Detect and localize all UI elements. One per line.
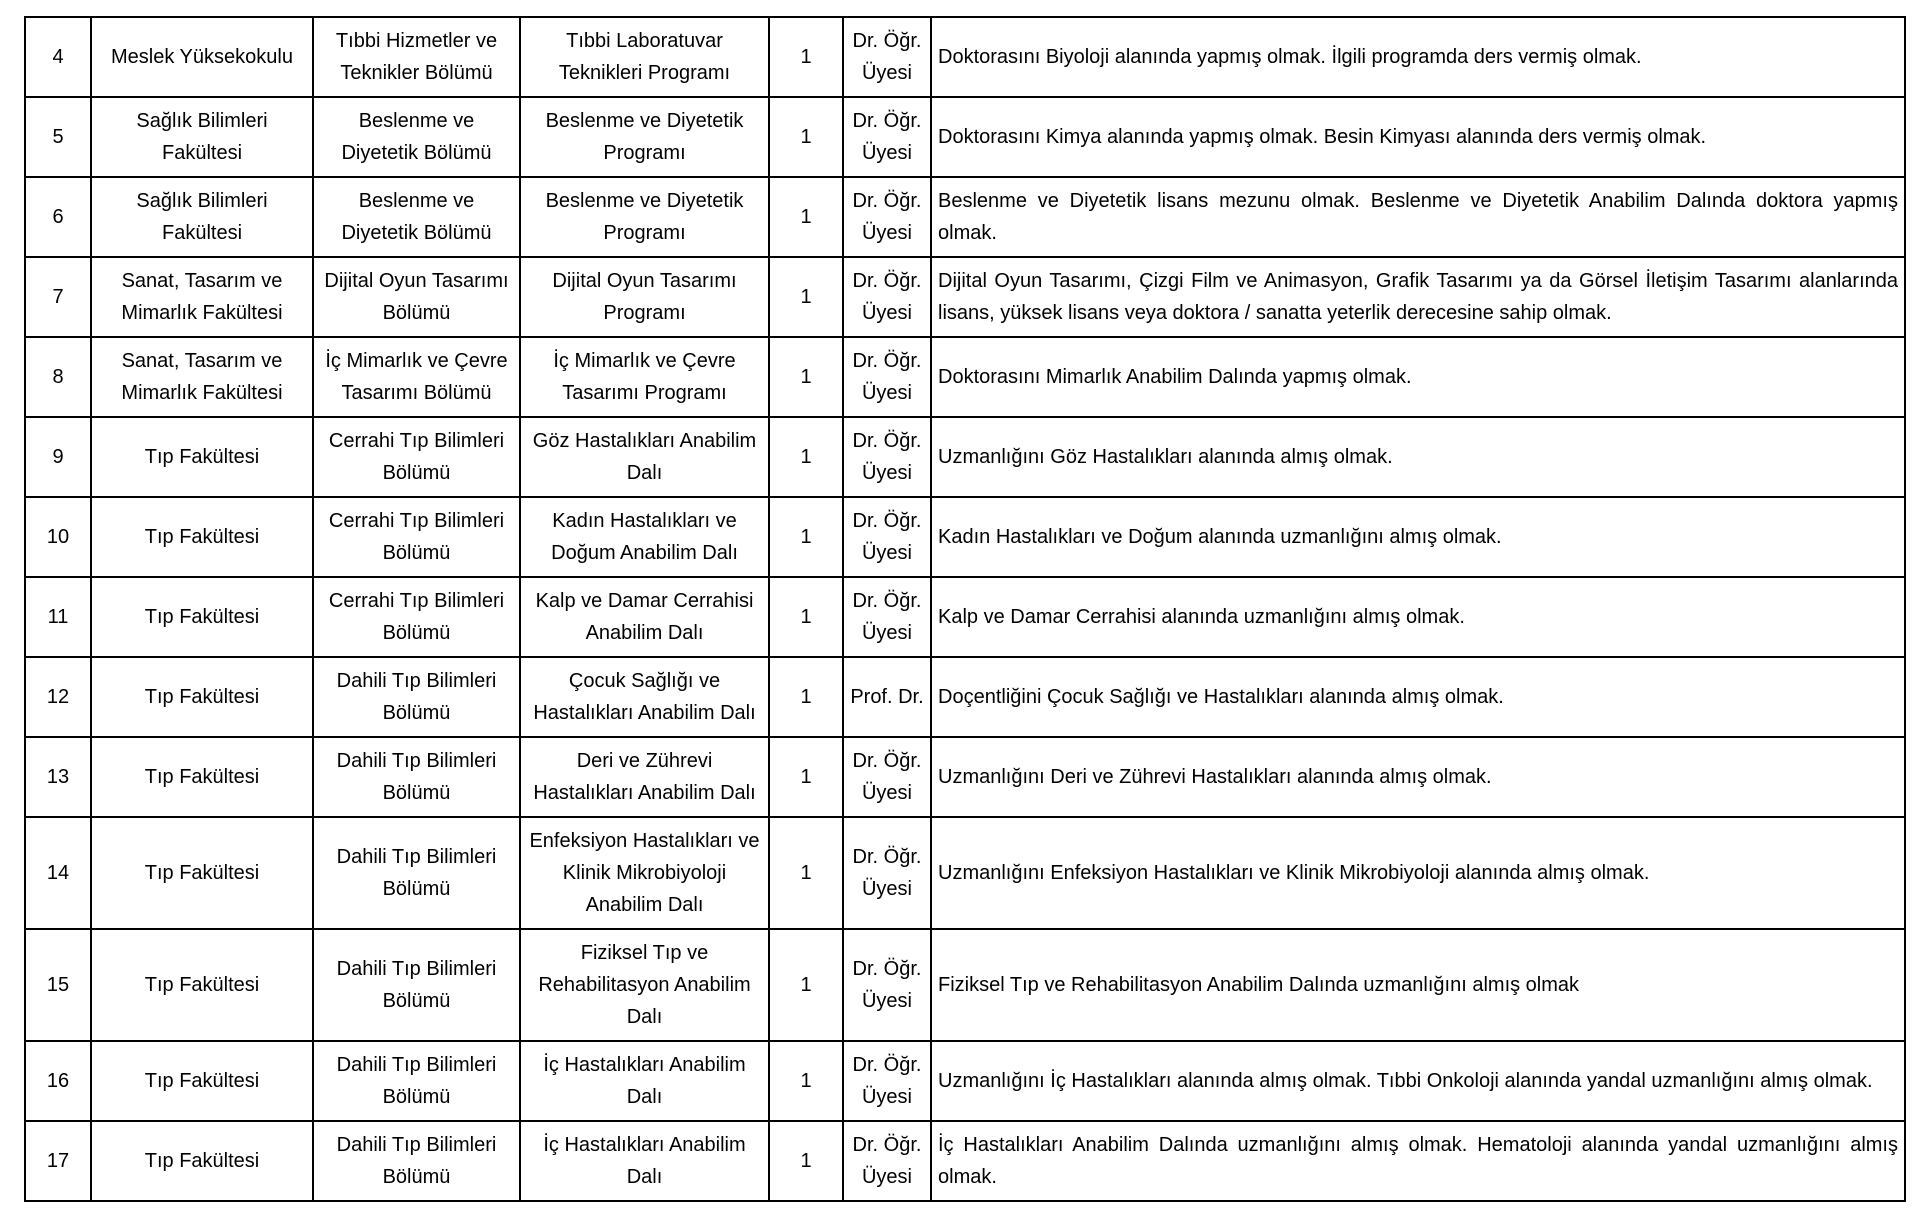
requirement-cell: Kadın Hastalıkları ve Doğum alanında uzmanlığını almış olmak. [931,497,1905,577]
faculty-cell: Tıp Fakültesi [91,497,313,577]
quota-cell: 1 [769,737,843,817]
requirement-cell: Doçentliğini Çocuk Sağlığı ve Hastalıkları alanında almış olmak. [931,657,1905,737]
program-cell: İç Hastalıkları Anabilim Dalı [520,1121,769,1201]
faculty-cell: Tıp Fakültesi [91,1121,313,1201]
row-number-cell: 11 [25,577,91,657]
row-number-cell: 6 [25,177,91,257]
title-cell: Dr. Öğr. Üyesi [843,1041,931,1121]
title-cell: Dr. Öğr. Üyesi [843,177,931,257]
faculty-cell: Tıp Fakültesi [91,657,313,737]
program-cell: İç Mimarlık ve Çevre Tasarımı Programı [520,337,769,417]
quota-cell: 1 [769,929,843,1041]
table-row [25,97,1905,177]
faculty-cell: Tıp Fakültesi [91,417,313,497]
program-cell: Enfeksiyon Hastalıkları ve Klinik Mikrobiyoloji Anabilim Dalı [520,817,769,929]
title-cell: Dr. Öğr. Üyesi [843,1121,931,1201]
table-row [25,1041,1905,1121]
title-cell: Dr. Öğr. Üyesi [843,929,931,1041]
title-cell: Dr. Öğr. Üyesi [843,257,931,337]
program-cell: Kalp ve Damar Cerrahisi Anabilim Dalı [520,577,769,657]
table-row [25,257,1905,337]
faculty-cell: Meslek Yüksekokulu [91,17,313,97]
quota-cell: 1 [769,817,843,929]
row-number-cell: 4 [25,17,91,97]
requirement-cell: Uzmanlığını Deri ve Zührevi Hastalıkları alanında almış olmak. [931,737,1905,817]
requirement-cell: Dijital Oyun Tasarımı, Çizgi Film ve Animasyon, Grafik Tasarımı ya da Görsel İletişim Tasarımı alanlarında lisans, yüksek lisans veya doktora / sanatta yeterlik derecesine sahip olmak. [931,257,1905,337]
faculty-cell: Sanat, Tasarım ve Mimarlık Fakültesi [91,257,313,337]
program-cell: Çocuk Sağlığı ve Hastalıkları Anabilim Dalı [520,657,769,737]
requirement-cell: Doktorasını Biyoloji alanında yapmış olmak. İlgili programda ders vermiş olmak. [931,17,1905,97]
quota-cell: 1 [769,17,843,97]
program-cell: Kadın Hastalıkları ve Doğum Anabilim Dalı [520,497,769,577]
quota-cell: 1 [769,177,843,257]
requirement-cell: Doktorasını Mimarlık Anabilim Dalında yapmış olmak. [931,337,1905,417]
title-cell: Dr. Öğr. Üyesi [843,97,931,177]
requirement-cell: Uzmanlığını Enfeksiyon Hastalıkları ve Klinik Mikrobiyoloji alanında almış olmak. [931,817,1905,929]
faculty-cell: Sanat, Tasarım ve Mimarlık Fakültesi [91,337,313,417]
table-row [25,17,1905,97]
faculty-cell: Tıp Fakültesi [91,1041,313,1121]
requirement-cell: İç Hastalıkları Anabilim Dalında uzmanlığını almış olmak. Hematoloji alanında yandal uzmanlığını almış olmak. [931,1121,1905,1201]
table-row [25,929,1905,1041]
department-cell: Dahili Tıp Bilimleri Bölümü [313,737,520,817]
faculty-cell: Tıp Fakültesi [91,817,313,929]
department-cell: Dahili Tıp Bilimleri Bölümü [313,1041,520,1121]
department-cell: Cerrahi Tıp Bilimleri Bölümü [313,497,520,577]
requirement-cell: Uzmanlığını Göz Hastalıkları alanında almış olmak. [931,417,1905,497]
quota-cell: 1 [769,497,843,577]
table-row [25,497,1905,577]
title-cell: Dr. Öğr. Üyesi [843,337,931,417]
row-number-cell: 8 [25,337,91,417]
faculty-cell: Sağlık Bilimleri Fakültesi [91,177,313,257]
department-cell: Dahili Tıp Bilimleri Bölümü [313,1121,520,1201]
program-cell: İç Hastalıkları Anabilim Dalı [520,1041,769,1121]
department-cell: Beslenme ve Diyetetik Bölümü [313,97,520,177]
row-number-cell: 13 [25,737,91,817]
department-cell: Dijital Oyun Tasarımı Bölümü [313,257,520,337]
quota-cell: 1 [769,1121,843,1201]
row-number-cell: 5 [25,97,91,177]
program-cell: Deri ve Zührevi Hastalıkları Anabilim Dalı [520,737,769,817]
faculty-cell: Sağlık Bilimleri Fakültesi [91,97,313,177]
program-cell: Fiziksel Tıp ve Rehabilitasyon Anabilim Dalı [520,929,769,1041]
program-cell: Göz Hastalıkları Anabilim Dalı [520,417,769,497]
program-cell: Beslenme ve Diyetetik Programı [520,97,769,177]
table-row [25,337,1905,417]
quota-cell: 1 [769,577,843,657]
table-row [25,657,1905,737]
department-cell: Tıbbi Hizmetler ve Teknikler Bölümü [313,17,520,97]
department-cell: Beslenme ve Diyetetik Bölümü [313,177,520,257]
row-number-cell: 16 [25,1041,91,1121]
department-cell: İç Mimarlık ve Çevre Tasarımı Bölümü [313,337,520,417]
quota-cell: 1 [769,657,843,737]
requirement-cell: Beslenme ve Diyetetik lisans mezunu olmak. Beslenme ve Diyetetik Anabilim Dalında doktora yapmış olmak. [931,177,1905,257]
row-number-cell: 15 [25,929,91,1041]
table-row [25,1121,1905,1201]
program-cell: Beslenme ve Diyetetik Programı [520,177,769,257]
academic-vacancy-table [24,16,1906,1202]
program-cell: Dijital Oyun Tasarımı Programı [520,257,769,337]
title-cell: Dr. Öğr. Üyesi [843,17,931,97]
row-number-cell: 14 [25,817,91,929]
table-row [25,417,1905,497]
requirement-cell: Kalp ve Damar Cerrahisi alanında uzmanlığını almış olmak. [931,577,1905,657]
title-cell: Dr. Öğr. Üyesi [843,417,931,497]
quota-cell: 1 [769,417,843,497]
quota-cell: 1 [769,97,843,177]
row-number-cell: 10 [25,497,91,577]
requirement-cell: Uzmanlığını İç Hastalıkları alanında almış olmak. Tıbbi Onkoloji alanında yandal uzmanlığını almış olmak. [931,1041,1905,1121]
faculty-cell: Tıp Fakültesi [91,929,313,1041]
program-cell: Tıbbi Laboratuvar Teknikleri Programı [520,17,769,97]
title-cell: Prof. Dr. [843,657,931,737]
department-cell: Cerrahi Tıp Bilimleri Bölümü [313,417,520,497]
table-row [25,817,1905,929]
quota-cell: 1 [769,337,843,417]
title-cell: Dr. Öğr. Üyesi [843,577,931,657]
quota-cell: 1 [769,257,843,337]
row-number-cell: 7 [25,257,91,337]
department-cell: Dahili Tıp Bilimleri Bölümü [313,817,520,929]
department-cell: Dahili Tıp Bilimleri Bölümü [313,929,520,1041]
table-body [25,17,1905,1201]
title-cell: Dr. Öğr. Üyesi [843,817,931,929]
title-cell: Dr. Öğr. Üyesi [843,737,931,817]
table-row [25,737,1905,817]
row-number-cell: 12 [25,657,91,737]
requirement-cell: Doktorasını Kimya alanında yapmış olmak. Besin Kimyası alanında ders vermiş olmak. [931,97,1905,177]
title-cell: Dr. Öğr. Üyesi [843,497,931,577]
faculty-cell: Tıp Fakültesi [91,737,313,817]
row-number-cell: 9 [25,417,91,497]
department-cell: Cerrahi Tıp Bilimleri Bölümü [313,577,520,657]
requirement-cell: Fiziksel Tıp ve Rehabilitasyon Anabilim Dalında uzmanlığını almış olmak [931,929,1905,1041]
faculty-cell: Tıp Fakültesi [91,577,313,657]
table-row [25,177,1905,257]
quota-cell: 1 [769,1041,843,1121]
row-number-cell: 17 [25,1121,91,1201]
department-cell: Dahili Tıp Bilimleri Bölümü [313,657,520,737]
table-row [25,577,1905,657]
